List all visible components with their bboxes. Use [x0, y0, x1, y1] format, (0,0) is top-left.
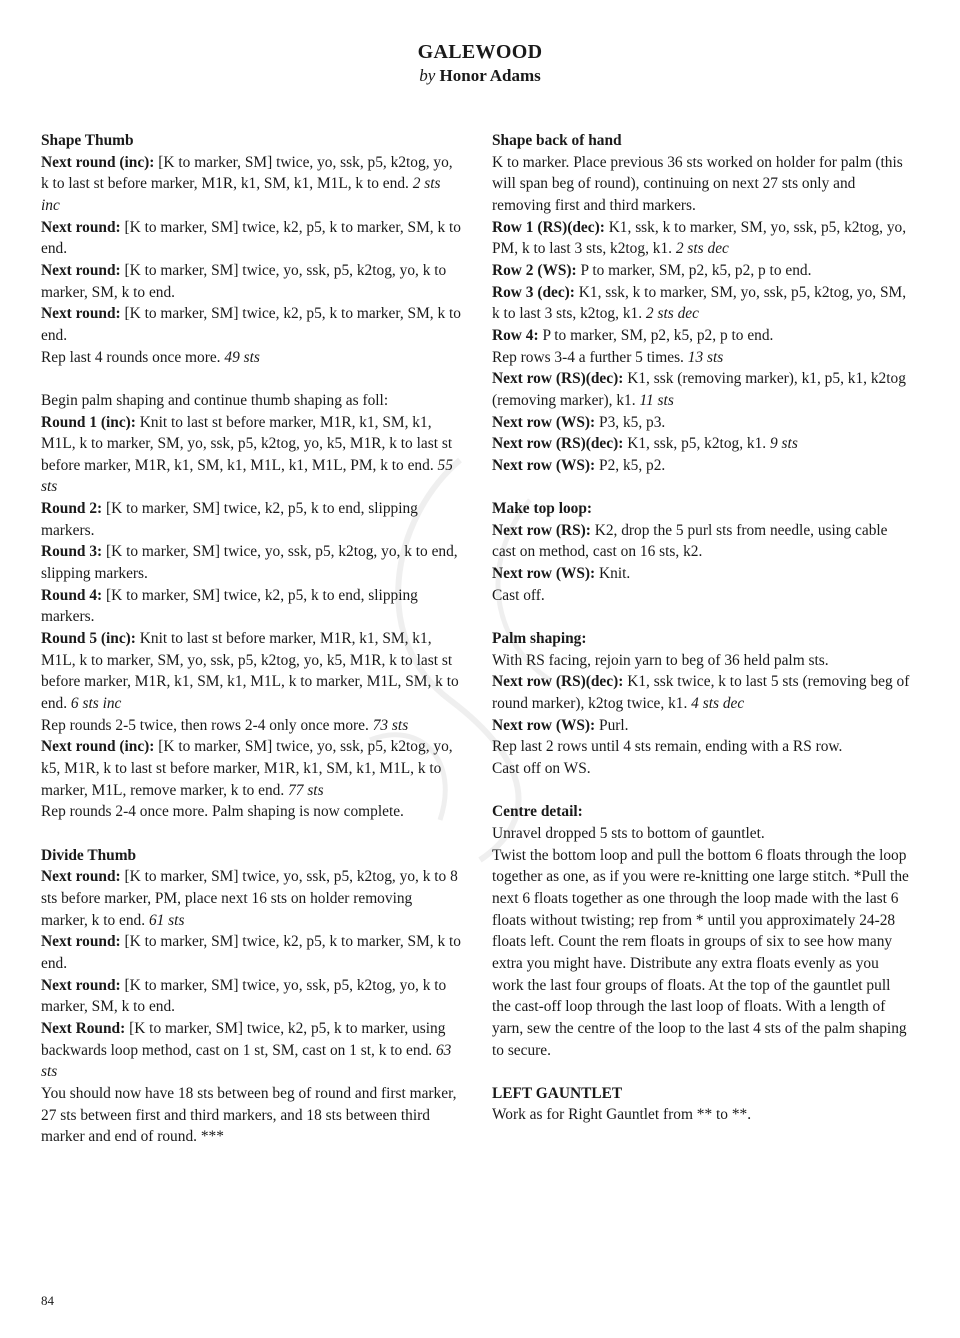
- stitch-count-note: 2 sts dec: [675, 240, 729, 258]
- instruction-list: [492, 650, 912, 780]
- instruction-text: K1, ssk, k to marker, SM, yo, ssk, p5, k2tog, yo, PM, k to last 3 sts, k2tog, k1.: [492, 218, 907, 258]
- instruction-line: [41, 801, 461, 823]
- instruction-label: Next row (WS):: [492, 413, 596, 431]
- stitch-count-note: 55 sts: [41, 456, 453, 496]
- section-heading: Centre detail:: [492, 803, 583, 821]
- stitch-count-note: 49 sts: [224, 348, 260, 366]
- instruction-label: Row 4:: [492, 326, 539, 344]
- section-heading: LEFT GAUNTLET: [492, 1084, 623, 1102]
- pattern-title: GALEWOOD: [417, 41, 543, 63]
- instruction-line: [41, 931, 461, 974]
- instruction-label: Next round:: [41, 218, 121, 236]
- page-header: [0, 40, 960, 88]
- instruction-line: [41, 347, 461, 369]
- instruction-text: Rep last 4 rounds once more.: [41, 348, 225, 366]
- instruction-label: Next row (RS)(dec):: [492, 673, 624, 691]
- instruction-line: [492, 260, 912, 282]
- section-back-of-hand: [492, 130, 912, 477]
- instruction-text: You should now have 18 sts between beg of round and first marker, 27 sts between first and third markers, and 18 sts between third marker and end of round. ***: [41, 1084, 457, 1146]
- instruction-text: Rep rounds 2-5 twice, then rows 2-4 only once more.: [41, 716, 373, 734]
- instruction-list: [492, 823, 912, 1061]
- instruction-text: Purl.: [595, 716, 629, 734]
- instruction-text: P2, k5, p2.: [595, 456, 666, 474]
- section-shape-thumb: [41, 130, 461, 368]
- stitch-count-note: 61 sts: [148, 911, 185, 929]
- stitch-count-note: 2 sts inc: [41, 175, 441, 214]
- instruction-label: Next Round:: [41, 1019, 126, 1037]
- instruction-text: Work as for Right Gauntlet from ** to **.: [492, 1106, 752, 1124]
- instruction-list: [492, 520, 912, 607]
- section-palm: [41, 390, 461, 823]
- instruction-text: [K to marker, SM] twice, yo, ssk, p5, k2tog, yo, k to last st before marker, M1R, k1, SM, k1, M1L, k to end.: [41, 153, 453, 193]
- stitch-count-note: 6 sts inc: [70, 695, 122, 713]
- instruction-line: [492, 715, 912, 737]
- instruction-line: [492, 650, 912, 672]
- instruction-label: Next row (RS)(dec):: [492, 435, 624, 453]
- instruction-text: Knit.: [595, 565, 631, 583]
- instruction-label: Round 5 (inc):: [41, 630, 136, 648]
- instruction-text: P to marker, SM, p2, k5, p2, p to end.: [576, 261, 812, 279]
- instruction-label: Row 3 (dec):: [492, 283, 575, 301]
- instruction-line: [492, 433, 912, 455]
- instruction-line: [41, 975, 461, 1018]
- instruction-line: [492, 455, 912, 477]
- instruction-text: [K to marker, SM] twice, yo, ssk, p5, k2tog, yo, k to marker, SM, k to end.: [41, 976, 447, 1016]
- instruction-text: Rep rounds 2-4 once more. Palm shaping is now complete.: [41, 803, 404, 821]
- instruction-line: [41, 217, 461, 260]
- instruction-line: [492, 563, 912, 585]
- instruction-label: Round 2:: [41, 500, 103, 518]
- instruction-text: [K to marker, SM] twice, k2, p5, k to marker, SM, k to end.: [41, 218, 461, 258]
- instruction-label: Next row (WS):: [492, 565, 596, 583]
- instruction-line: [492, 282, 912, 325]
- instruction-line: [492, 758, 912, 780]
- instruction-line: [41, 541, 461, 584]
- section-heading: Divide Thumb: [41, 846, 137, 864]
- instruction-line: [492, 823, 912, 845]
- instruction-line: [41, 866, 461, 931]
- instruction-list: [492, 1104, 912, 1126]
- instruction-text: Cast off on WS.: [492, 760, 591, 777]
- instruction-text: [K to marker, SM] twice, yo, ssk, p5, k2tog, yo, k to end, slipping markers.: [41, 543, 458, 583]
- instruction-label: Next row (WS):: [492, 716, 596, 734]
- instruction-list: [41, 866, 461, 1148]
- instruction-text: Rep rows 3-4 a further 5 times.: [492, 348, 688, 366]
- instruction-line: [41, 498, 461, 541]
- instruction-label: Next round:: [41, 868, 121, 886]
- instruction-label: Next round:: [41, 261, 121, 279]
- author-name: Honor Adams: [439, 66, 541, 85]
- instruction-label: Round 1 (inc):: [41, 413, 136, 431]
- instruction-text: With RS facing, rejoin yarn to beg of 36 held palm sts.: [492, 651, 829, 669]
- instruction-text: [K to marker, SM] twice, yo, ssk, p5, k2tog, yo, k to 8 sts before marker, PM, place next 16 sts on holder removing marker, k to end.: [41, 868, 458, 929]
- stitch-count-note: 77 sts: [288, 781, 324, 799]
- instruction-label: Next round:: [41, 305, 121, 323]
- instruction-line: [492, 736, 912, 758]
- stitch-count-note: 9 sts: [770, 435, 798, 453]
- instruction-line: [41, 715, 461, 737]
- instruction-line: [41, 585, 461, 628]
- instruction-label: Row 2 (WS):: [492, 261, 577, 279]
- stitch-count-note: 63 sts: [41, 1041, 452, 1081]
- instruction-text: K to marker. Place previous 36 sts worked on holder for palm (this will span beg of round), continuing on next 27 sts only and removing first and third markers.: [492, 153, 903, 214]
- page-number: 84: [41, 1293, 54, 1308]
- instruction-line: [41, 412, 461, 499]
- instruction-text: P to marker, SM, p2, k5, p2, p to end.: [538, 326, 774, 344]
- instruction-text: Cast off.: [492, 586, 545, 604]
- instruction-label: Round 4:: [41, 586, 103, 604]
- section-palm-shaping: [492, 628, 912, 780]
- section-centre-detail: [492, 801, 912, 1061]
- instruction-text: Rep last 2 rows until 4 sts remain, ending with a RS row.: [492, 738, 843, 756]
- instruction-line: [492, 845, 912, 1062]
- instruction-line: [492, 671, 912, 714]
- section-heading: Shape Thumb: [41, 132, 134, 149]
- instruction-text: [K to marker, SM] twice, k2, p5, k to end, slipping markers.: [41, 500, 418, 539]
- instruction-text: [K to marker, SM] twice, k2, p5, k to marker, SM, k to end.: [41, 305, 461, 344]
- section-divide-thumb: [41, 845, 461, 1148]
- instruction-line: [492, 520, 912, 563]
- instruction-line: [492, 368, 912, 411]
- byline: [0, 64, 960, 88]
- instruction-line: [492, 585, 912, 607]
- left-column: [41, 130, 461, 1169]
- instruction-text: [K to marker, SM] twice, yo, ssk, p5, k2tog, yo, k to marker, SM, k to end.: [41, 261, 447, 301]
- instruction-label: Next round (inc):: [41, 738, 155, 756]
- instruction-line: [41, 152, 461, 217]
- instruction-text: Knit to last st before marker, M1R, k1, SM, k1, M1L, k to marker, SM, yo, ssk, p5, k2tog, yo, k5, M1R, k to last st before marker, M1R, k1, SM, k1, M1L, k to marker, M1L, SM, k to end.: [41, 630, 459, 713]
- instruction-line: [492, 325, 912, 347]
- section-top-loop: [492, 498, 912, 606]
- instruction-label: Next round (inc):: [41, 153, 155, 171]
- instruction-text: [K to marker, SM] twice, k2, p5, k to marker, using backwards loop method, cast on 1 st, SM, cast on 1 st, k to end.: [41, 1019, 446, 1059]
- instruction-line: [41, 1083, 461, 1148]
- instruction-list: [492, 152, 912, 477]
- instruction-list: [41, 412, 461, 823]
- instruction-text: K1, ssk twice, k to last 5 sts (removing beg of round marker), k2tog twice, k1.: [492, 673, 910, 713]
- instruction-text: K1, ssk, p5, k2tog, k1.: [623, 435, 771, 453]
- instruction-line: [492, 152, 912, 217]
- instruction-line: [492, 1104, 912, 1126]
- instruction-text: Twist the bottom loop and pull the bottom 6 floats through the loop together as one, as if you were re-knitting one large stitch. *Pull the next 6 floats together as one through the loop made with the last 6 floats without twisting; rep from * until you approximately 24-28 floats left. Count the rem floats in groups of six to see how many extra you might have. Distribute any extra floats evenly as you work the last four groups of floats. At the top of the gauntlet pull the cast-off loop through the last loop of floats. With a length of yarn, sew the centre of the loop to the last 4 sts of the palm shaping to secure.: [492, 846, 909, 1059]
- instruction-line: [41, 628, 461, 715]
- stitch-count-note: 4 sts dec: [691, 695, 745, 713]
- stitch-count-note: 2 sts dec: [645, 305, 699, 323]
- instruction-text: K2, drop the 5 purl sts from needle, using cable cast on method, cast on 16 sts, k2.: [492, 521, 888, 561]
- section-heading: Make top loop:: [492, 500, 593, 518]
- instruction-line: [492, 412, 912, 434]
- right-column: [492, 130, 912, 1148]
- byline-by: by: [419, 66, 436, 85]
- stitch-count-note: 11 sts: [639, 391, 674, 409]
- instruction-label: Next round:: [41, 976, 121, 994]
- instruction-line: [41, 260, 461, 303]
- instruction-text: [K to marker, SM] twice, yo, ssk, p5, k2tog, yo, k5, M1R, k to last st before marker, M1R, k1, SM, k1, M1L, k to marker, M1L, remove marker, k to end.: [41, 738, 453, 799]
- instruction-label: Next round:: [41, 933, 121, 951]
- instruction-label: Round 3:: [41, 543, 103, 561]
- instruction-label: Next row (RS)(dec):: [492, 370, 624, 388]
- instruction-label: Next row (RS):: [492, 521, 591, 539]
- instruction-text: Unravel dropped 5 sts to bottom of gauntlet.: [492, 824, 765, 842]
- instruction-list: [41, 152, 461, 369]
- section-intro: Begin palm shaping and continue thumb shaping as foll:: [41, 391, 389, 409]
- instruction-text: Knit to last st before marker, M1R, k1, SM, k1, M1L, k to marker, SM, yo, ssk, p5, k2tog, yo, k5, M1R, k to last st before marker, M1R, k1, SM, k1, M1L, k1, M1L, PM, k to end.: [41, 413, 453, 474]
- stitch-count-note: 13 sts: [687, 348, 724, 366]
- instruction-text: P3, k5, p3.: [595, 413, 666, 431]
- instruction-text: [K to marker, SM] twice, k2, p5, k to end, slipping markers.: [41, 586, 418, 626]
- instruction-line: [492, 347, 912, 369]
- instruction-line: [41, 736, 461, 801]
- instruction-label: Row 1 (RS)(dec):: [492, 218, 605, 236]
- instruction-text: [K to marker, SM] twice, k2, p5, k to marker, SM, k to end.: [41, 933, 461, 972]
- section-heading: Shape back of hand: [492, 132, 622, 149]
- instruction-line: [41, 303, 461, 346]
- stitch-count-note: 73 sts: [372, 716, 409, 734]
- instruction-text: K1, ssk, k to marker, SM, yo, ssk, p5, k2tog, yo, SM, k to last 3 sts, k2tog, k1.: [492, 283, 907, 323]
- section-left-gauntlet: [492, 1083, 912, 1126]
- instruction-text: K1, ssk (removing marker), k1, p5, k1, k2tog (removing marker), k1.: [492, 370, 906, 409]
- instruction-label: Next row (WS):: [492, 456, 596, 474]
- section-heading: Palm shaping:: [492, 630, 587, 648]
- instruction-line: [492, 217, 912, 260]
- instruction-line: [41, 1018, 461, 1083]
